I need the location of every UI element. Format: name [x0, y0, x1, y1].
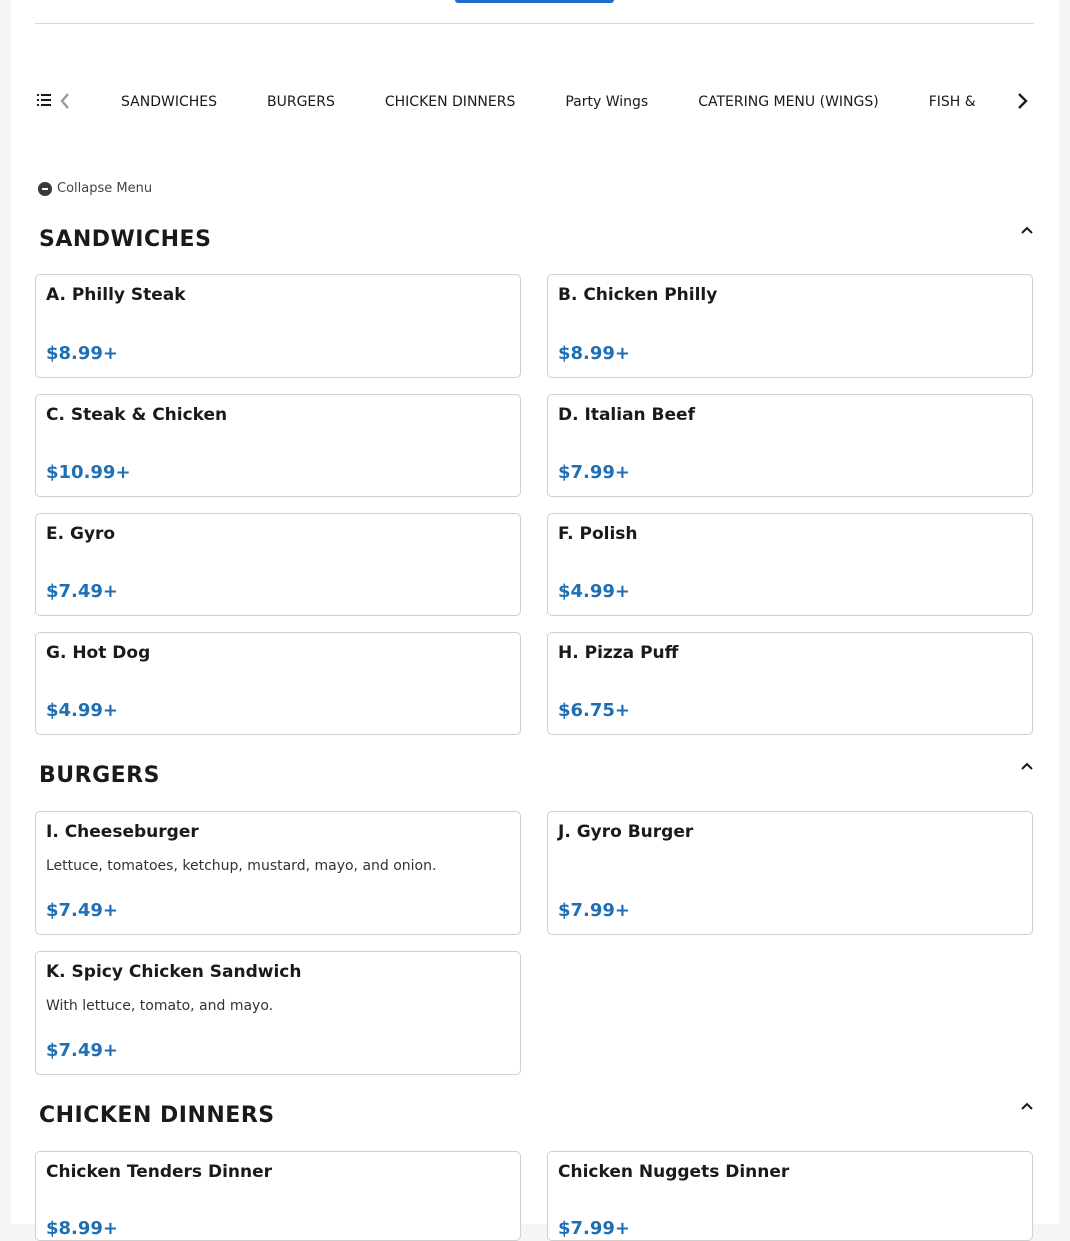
menu-item-card[interactable]	[35, 811, 521, 935]
tab-catering-menu-wings[interactable]: CATERING MENU (WINGS)	[698, 94, 879, 110]
item-name: G. Hot Dog	[46, 643, 151, 663]
item-name: D. Italian Beef	[558, 405, 695, 425]
item-name: A. Philly Steak	[46, 285, 186, 305]
menu-page	[11, 0, 1059, 1239]
menu-item-card[interactable]	[35, 632, 521, 735]
menu-item-card[interactable]	[547, 1151, 1033, 1241]
section-title: CHICKEN DINNERS	[39, 1103, 275, 1128]
menu-item-card[interactable]	[547, 513, 1033, 616]
section-title: SANDWICHES	[39, 227, 212, 252]
item-price: $4.99+	[46, 700, 119, 721]
item-name: Chicken Tenders Dinner	[46, 1162, 273, 1182]
item-price: $10.99+	[46, 462, 131, 483]
menu-item-card[interactable]	[35, 951, 521, 1075]
category-tabs	[95, 82, 1000, 122]
chevron-left-icon[interactable]	[59, 92, 71, 110]
item-name: F. Polish	[558, 524, 638, 544]
top-action-button[interactable]	[455, 0, 614, 3]
tab-chicken-dinners[interactable]: CHICKEN DINNERS	[384, 94, 516, 110]
chevron-right-icon[interactable]	[1015, 92, 1029, 110]
item-name: K. Spicy Chicken Sandwich	[46, 962, 302, 982]
category-nav	[35, 82, 1034, 122]
item-name: E. Gyro	[46, 524, 116, 544]
item-price: $7.49+	[46, 1040, 119, 1061]
menu-item-card[interactable]	[35, 1151, 521, 1241]
item-price: $7.99+	[558, 1218, 631, 1239]
item-price: $8.99+	[46, 343, 119, 364]
menu-item-card[interactable]	[35, 394, 521, 497]
menu-item-card[interactable]	[35, 274, 521, 378]
tab-party-wings[interactable]: Party Wings	[565, 94, 649, 110]
menu-item-card[interactable]	[547, 811, 1033, 935]
item-price: $8.99+	[558, 343, 631, 364]
chevron-up-icon[interactable]	[1020, 761, 1034, 771]
menu-item-card[interactable]	[547, 274, 1033, 378]
item-description: With lettuce, tomato, and mayo.	[46, 998, 274, 1014]
tab-burgers[interactable]: BURGERS	[266, 94, 335, 110]
divider	[35, 23, 1034, 24]
tab-sandwiches[interactable]: SANDWICHES	[121, 94, 217, 110]
collapse-menu-label: Collapse Menu	[57, 181, 153, 196]
item-name: Chicken Nuggets Dinner	[558, 1162, 790, 1182]
item-price: $7.49+	[46, 581, 119, 602]
menu-item-card[interactable]	[35, 513, 521, 616]
item-name: I. Cheeseburger	[46, 822, 199, 842]
item-price: $7.99+	[558, 900, 631, 921]
section-header-sandwiches	[39, 227, 1034, 257]
minus-circle-icon	[38, 182, 52, 196]
item-price: $8.99+	[46, 1218, 119, 1239]
menu-item-card[interactable]	[547, 632, 1033, 735]
item-price: $6.75+	[558, 700, 631, 721]
item-price: $7.49+	[46, 900, 119, 921]
item-name: C. Steak & Chicken	[46, 405, 228, 425]
item-name: J. Gyro Burger	[558, 822, 694, 842]
section-header-chicken-dinners	[39, 1103, 1034, 1133]
tab-fish[interactable]: FISH &	[928, 94, 976, 110]
chevron-up-icon[interactable]	[1020, 225, 1034, 235]
list-icon[interactable]	[37, 93, 51, 107]
collapse-menu-button[interactable]	[38, 181, 152, 196]
item-price: $4.99+	[558, 581, 631, 602]
menu-item-card[interactable]	[547, 394, 1033, 497]
item-name: H. Pizza Puff	[558, 643, 679, 663]
chevron-up-icon[interactable]	[1020, 1101, 1034, 1111]
section-title: BURGERS	[39, 763, 160, 788]
item-price: $7.99+	[558, 462, 631, 483]
item-name: B. Chicken Philly	[558, 285, 718, 305]
section-header-burgers	[39, 763, 1034, 793]
item-description: Lettuce, tomatoes, ketchup, mustard, mayo, and onion.	[46, 858, 437, 874]
